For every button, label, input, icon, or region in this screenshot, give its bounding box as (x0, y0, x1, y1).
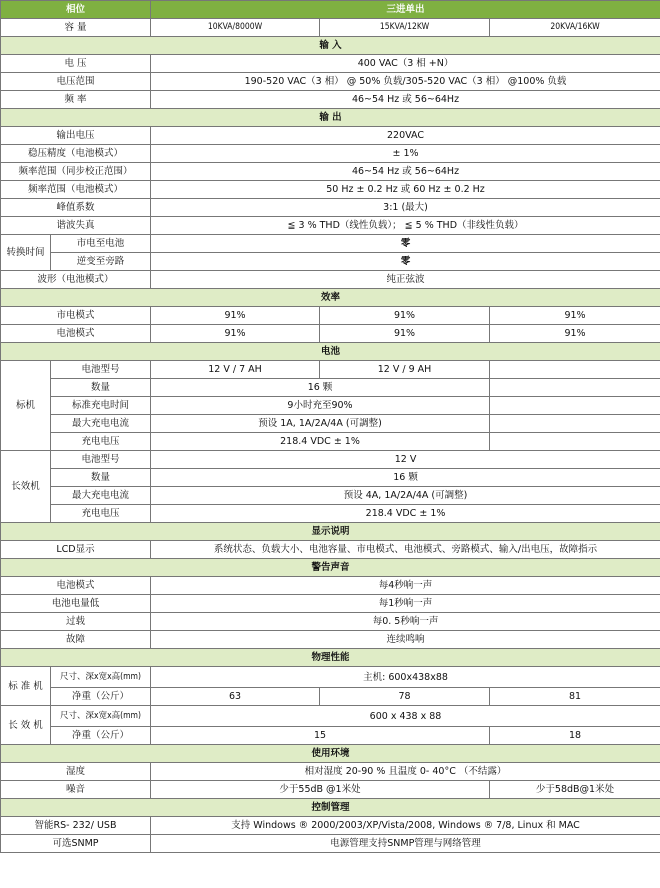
row-value: 15 (151, 727, 490, 745)
row-label: 最大充电电流 (51, 415, 151, 433)
row-label: 电池模式 (1, 577, 151, 595)
row-value: 零 (151, 235, 660, 253)
row-label: 电池电量低 (1, 595, 151, 613)
row-value: 支持 Windows ® 2000/2003/XP/Vista/2008, Windows ® 7/8, Linux 和 MAC (151, 817, 660, 835)
row-label: 数量 (51, 379, 151, 397)
section-title: 物理性能 (1, 649, 660, 667)
transfer-time-label: 转换时间 (1, 235, 51, 271)
row-value: 18 (490, 727, 660, 745)
phase-row (1, 1, 660, 19)
battery-long-label: 长效机 (1, 451, 51, 523)
battery-standard-label: 标机 (1, 361, 51, 451)
row-value: 46~54 Hz 或 56~64Hz (151, 163, 660, 181)
spec-row (1, 688, 660, 706)
spec-row (1, 706, 660, 727)
spec-row (1, 505, 660, 523)
spec-row (1, 451, 660, 469)
row-value: 16 颗 (151, 469, 660, 487)
row-value: ≦ 3 % THD（线性负载）； ≦ 5 % THD（非线性负载） (151, 217, 660, 235)
spec-row (1, 595, 660, 613)
section-physical (1, 649, 660, 667)
row-label: 湿度 (1, 763, 151, 781)
row-value: 预设 4A, 1A/2A/4A (可調整) (151, 487, 660, 505)
row-label: 稳压精度（电池模式） (1, 145, 151, 163)
row-value: 少于58dB@1米处 (490, 781, 660, 799)
spec-row (1, 379, 660, 397)
row-label: 尺寸、深x宽x高(mm) (51, 706, 151, 727)
row-value: 91% (320, 307, 490, 325)
spec-row (1, 781, 660, 799)
row-value: 系统状态、负载大小、电池容量、市电模式、电池模式、旁路模式、输入/出电压，故障指示 (151, 541, 660, 559)
spec-row (1, 487, 660, 505)
row-label: 峰值系数 (1, 199, 151, 217)
row-label: 频率范围（电池模式） (1, 181, 151, 199)
row-value: 91% (490, 307, 660, 325)
spec-row (1, 91, 660, 109)
spec-row (1, 217, 660, 235)
row-label: 电 压 (1, 55, 151, 73)
spec-row (1, 163, 660, 181)
row-label: LCD显示 (1, 541, 151, 559)
row-label: 净重（公斤） (51, 727, 151, 745)
row-value: 零 (151, 253, 660, 271)
row-value-empty (490, 361, 660, 379)
row-value: 91% (320, 325, 490, 343)
row-value: 连续鸣响 (151, 631, 660, 649)
spec-row (1, 667, 660, 688)
row-value: 纯正弦波 (151, 271, 660, 289)
row-label: 净重（公斤） (51, 688, 151, 706)
row-value: 12 V / 7 AH (151, 361, 320, 379)
capacity-label: 容 量 (1, 19, 151, 37)
row-value: ± 1% (151, 145, 660, 163)
row-value: 190-520 VAC（3 相） @ 50% 负载/305-520 VAC（3 相） @100% 负载 (151, 73, 660, 91)
row-label: 逆变至旁路 (51, 253, 151, 271)
row-value: 50 Hz ± 0.2 Hz 或 60 Hz ± 0.2 Hz (151, 181, 660, 199)
model-10kva: 10KVA/8000W (151, 19, 320, 37)
spec-row (1, 613, 660, 631)
row-value: 91% (490, 325, 660, 343)
spec-row (1, 817, 660, 835)
section-title: 电池 (1, 343, 660, 361)
row-value: 少于55dB @1米处 (151, 781, 490, 799)
spec-row (1, 127, 660, 145)
spec-row (1, 145, 660, 163)
section-title: 输 出 (1, 109, 660, 127)
row-label: 最大充电电流 (51, 487, 151, 505)
row-value: 91% (151, 325, 320, 343)
section-title: 使用环境 (1, 745, 660, 763)
row-value: 12 V / 9 AH (320, 361, 490, 379)
spec-row (1, 631, 660, 649)
row-value: 400 VAC（3 相 +N） (151, 55, 660, 73)
section-title: 显示说明 (1, 523, 660, 541)
row-value: 相对湿度 20-90 % 且温度 0- 40°C （不结露） (151, 763, 660, 781)
row-label: 可选SNMP (1, 835, 151, 853)
physical-long-label: 长 效 机 (1, 706, 51, 745)
row-label: 充电电压 (51, 433, 151, 451)
section-environment (1, 745, 660, 763)
row-value: 主机: 600x438x88 (151, 667, 660, 688)
row-value-empty (490, 415, 660, 433)
spec-row (1, 253, 660, 271)
spec-row (1, 469, 660, 487)
section-output (1, 109, 660, 127)
section-battery (1, 343, 660, 361)
row-value: 46~54 Hz 或 56~64Hz (151, 91, 660, 109)
row-value-empty (490, 397, 660, 415)
section-title: 效率 (1, 289, 660, 307)
phase-value: 三进单出 (151, 1, 660, 19)
section-control (1, 799, 660, 817)
row-value: 电源管理支持SNMP管理与网络管理 (151, 835, 660, 853)
row-label: 市电至电池 (51, 235, 151, 253)
section-title: 控制管理 (1, 799, 660, 817)
physical-standard-label: 标 准 机 (1, 667, 51, 706)
row-label: 标准充电时间 (51, 397, 151, 415)
row-value: 218.4 VDC ± 1% (151, 433, 490, 451)
spec-row (1, 835, 660, 853)
row-value: 78 (320, 688, 490, 706)
row-value-empty (490, 433, 660, 451)
section-display (1, 523, 660, 541)
row-label: 电池型号 (51, 451, 151, 469)
row-label: 频率范围（同步校正范围） (1, 163, 151, 181)
row-label: 电池型号 (51, 361, 151, 379)
section-efficiency (1, 289, 660, 307)
spec-row (1, 73, 660, 91)
spec-row (1, 181, 660, 199)
row-value: 220VAC (151, 127, 660, 145)
row-value: 每0. 5秒响一声 (151, 613, 660, 631)
spec-row (1, 361, 660, 379)
row-label: 电池模式 (1, 325, 151, 343)
phase-label: 相位 (1, 1, 151, 19)
row-label: 谐波失真 (1, 217, 151, 235)
row-label: 过载 (1, 613, 151, 631)
model-20kva: 20KVA/16KW (490, 19, 660, 37)
row-value: 12 V (151, 451, 660, 469)
row-label: 波形（电池模式） (1, 271, 151, 289)
capacity-row (1, 19, 660, 37)
row-label: 充电电压 (51, 505, 151, 523)
spec-row (1, 727, 660, 745)
spec-row (1, 763, 660, 781)
spec-row (1, 307, 660, 325)
spec-row (1, 433, 660, 451)
row-value: 16 颗 (151, 379, 490, 397)
spec-row (1, 325, 660, 343)
row-value: 218.4 VDC ± 1% (151, 505, 660, 523)
model-15kva: 15KVA/12KW (320, 19, 490, 37)
row-label: 电压范围 (1, 73, 151, 91)
row-value: 3:1 (最大) (151, 199, 660, 217)
row-value-empty (490, 379, 660, 397)
row-value: 9小时充至90% (151, 397, 490, 415)
row-value: 91% (151, 307, 320, 325)
row-value: 预设 1A, 1A/2A/4A (可調整) (151, 415, 490, 433)
row-label: 输出电压 (1, 127, 151, 145)
spec-row (1, 55, 660, 73)
spec-row (1, 235, 660, 253)
row-label: 智能RS- 232/ USB (1, 817, 151, 835)
row-label: 市电模式 (1, 307, 151, 325)
spec-row (1, 397, 660, 415)
spec-row (1, 415, 660, 433)
spec-row (1, 577, 660, 595)
row-value: 81 (490, 688, 660, 706)
row-value: 600 x 438 x 88 (151, 706, 660, 727)
row-label: 数量 (51, 469, 151, 487)
spec-row (1, 271, 660, 289)
section-title: 警告声音 (1, 559, 660, 577)
row-value: 63 (151, 688, 320, 706)
section-title: 输 入 (1, 37, 660, 55)
row-label: 故障 (1, 631, 151, 649)
section-input (1, 37, 660, 55)
row-value: 每4秒响一声 (151, 577, 660, 595)
row-label: 频 率 (1, 91, 151, 109)
row-value: 每1秒响一声 (151, 595, 660, 613)
section-alarm (1, 559, 660, 577)
row-label: 噪音 (1, 781, 151, 799)
row-label: 尺寸、深x宽x高(mm) (51, 667, 151, 688)
spec-row (1, 541, 660, 559)
spec-row (1, 199, 660, 217)
